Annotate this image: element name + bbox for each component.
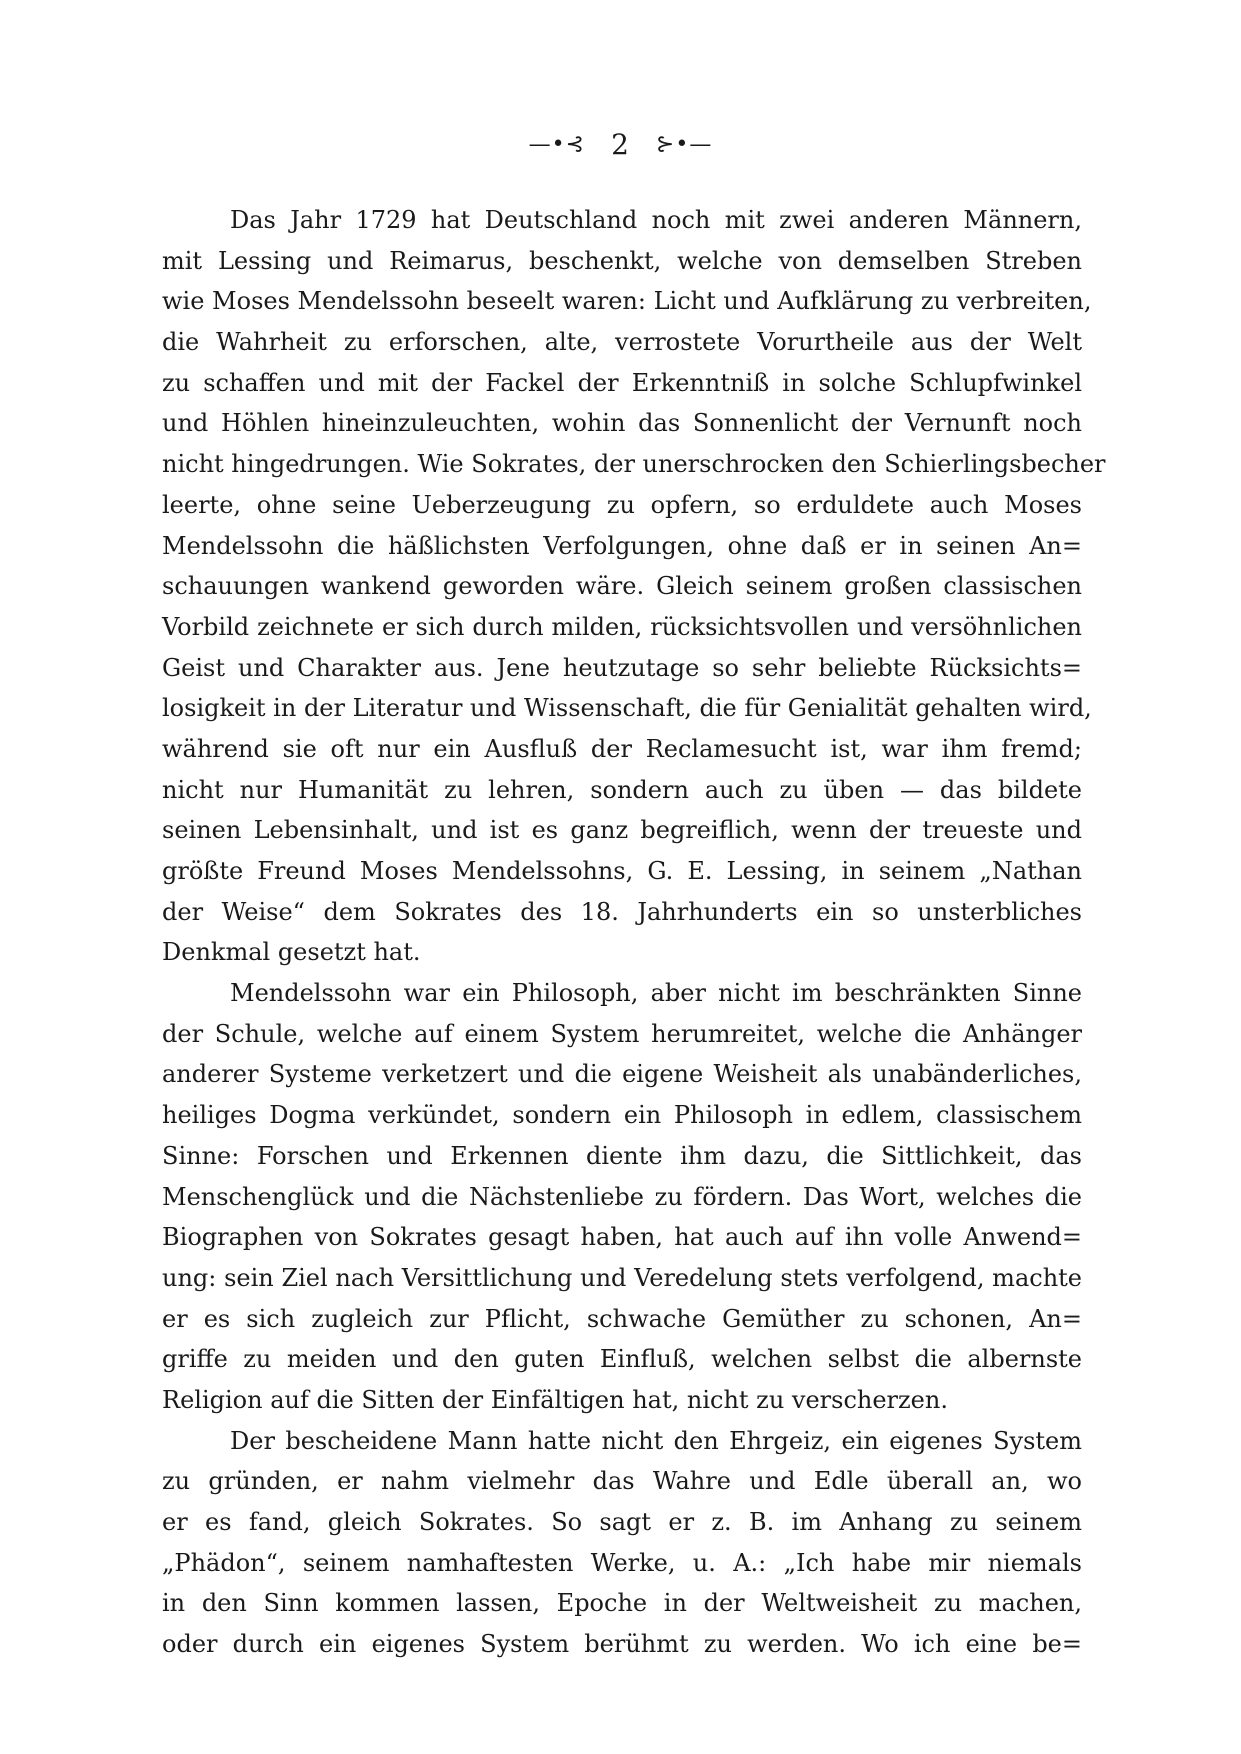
text-line: er es fand, gleich Sokrates. So sagt er z. B. im Anhang zu seinem (162, 1508, 1082, 1536)
text-line: losigkeit in der Literatur und Wissenschaft, die für Genialität gehalten wird, (162, 694, 1092, 723)
text-line: zu gründen, er nahm vielmehr das Wahre und Edle überall an, wo (162, 1467, 1082, 1496)
text-line: Sinne: Forschen und Erkennen diente ihm dazu, die Sittlichkeit, das (162, 1141, 1082, 1170)
text-line: schauungen wankend geworden wäre. Gleich seinem großen classischen (162, 572, 1082, 601)
text-line: Mendelssohn die häßlichsten Verfolgungen, ohne daß er in seinen An= (162, 531, 1082, 560)
page-header (0, 126, 1241, 163)
text-line: größte Freund Moses Mendelssohns, G. E. Lessing, in seinem „Nathan (162, 857, 1082, 885)
text-line: Menschenglück und die Nächstenliebe zu fördern. Das Wort, welches die (162, 1182, 1082, 1211)
page-number: 2 (611, 127, 630, 161)
text-line: der Weise“ dem Sokrates des 18. Jahrhunderts ein so unsterbliches (162, 897, 1082, 926)
text-line: Denkmal gesetzt hat. (162, 938, 421, 967)
text-line: Religion auf die Sitten der Einfältigen hat, nicht zu verscherzen. (162, 1385, 948, 1414)
text-line: ung: sein Ziel nach Versittlichung und Veredelung stets verfolgend, machte (162, 1263, 1082, 1292)
text-line: Der bescheidene Mann hatte nicht den Ehrgeiz, ein eigenes System (230, 1426, 1082, 1455)
text-line: Biographen von Sokrates gesagt haben, hat auch auf ihn volle Anwend= (162, 1223, 1082, 1252)
text-line: der Schule, welche auf einem System herumreitet, welche die Anhänger (162, 1019, 1082, 1048)
text-line: nicht nur Humanität zu lehren, sondern auch zu üben — das bildete (162, 775, 1082, 804)
text-line: die Wahrheit zu erforschen, alte, verrostete Vorurtheile aus der Welt (162, 328, 1082, 357)
text-line: griffe zu meiden und den guten Einfluß, welchen selbst die albernste (162, 1345, 1082, 1374)
text-line: Mendelssohn war ein Philosoph, aber nicht im beschränkten Sinne (230, 979, 1082, 1008)
text-line: anderer Systeme verketzert und die eigene Weisheit als unabänderliches, (162, 1060, 1082, 1089)
text-line: Vorbild zeichnete er sich durch milden, rücksichtsvollen und versöhnlichen (162, 612, 1082, 641)
text-line: mit Lessing und Reimarus, beschenkt, welche von demselben Streben (162, 246, 1082, 275)
body-text (162, 200, 1106, 1665)
text-line: oder durch ein eigenes System berühmt zu werden. Wo ich eine be= (162, 1630, 1082, 1659)
text-line: Das Jahr 1729 hat Deutschland noch mit zwei anderen Männern, (230, 206, 1082, 234)
right-ornament: ⊱•— (655, 131, 713, 157)
text-line: während sie oft nur ein Ausfluß der Reclamesucht ist, war ihm fremd; (162, 734, 1082, 763)
text-line: und Höhlen hineinzuleuchten, wohin das Sonnenlicht der Vernunft noch (162, 409, 1082, 438)
text-line: leerte, ohne seine Ueberzeugung zu opfern, so erduldete auch Moses (162, 490, 1082, 519)
text-line: Geist und Charakter aus. Jene heutzutage so sehr beliebte Rücksichts= (162, 653, 1082, 682)
text-line: heiliges Dogma verkündet, sondern ein Philosoph in edlem, classischem (162, 1101, 1082, 1130)
paragraph-3 (162, 1421, 1082, 1665)
text-line: wie Moses Mendelssohn beseelt waren: Licht und Aufklärung zu verbreiten, (162, 287, 1092, 316)
paragraph-2 (162, 973, 1082, 1421)
text-line: in den Sinn kommen lassen, Epoche in der Weltweisheit zu machen, (162, 1589, 1082, 1618)
text-line: er es sich zugleich zur Pflicht, schwache Gemüther zu schonen, An= (162, 1304, 1082, 1333)
text-line: „Phädon“, seinem namhaftesten Werke, u. A.: „Ich habe mir niemals (162, 1548, 1082, 1577)
text-line: zu schaffen und mit der Fackel der Erkenntniß in solche Schlupfwinkel (162, 368, 1082, 397)
paragraph-1 (162, 200, 1106, 973)
text-line: seinen Lebensinhalt, und ist es ganz begreiflich, wenn der treueste und (162, 816, 1082, 845)
text-line: nicht hingedrungen. Wie Sokrates, der unerschrocken den Schierlingsbecher (162, 450, 1106, 479)
left-ornament: —•⊰ (528, 131, 586, 157)
